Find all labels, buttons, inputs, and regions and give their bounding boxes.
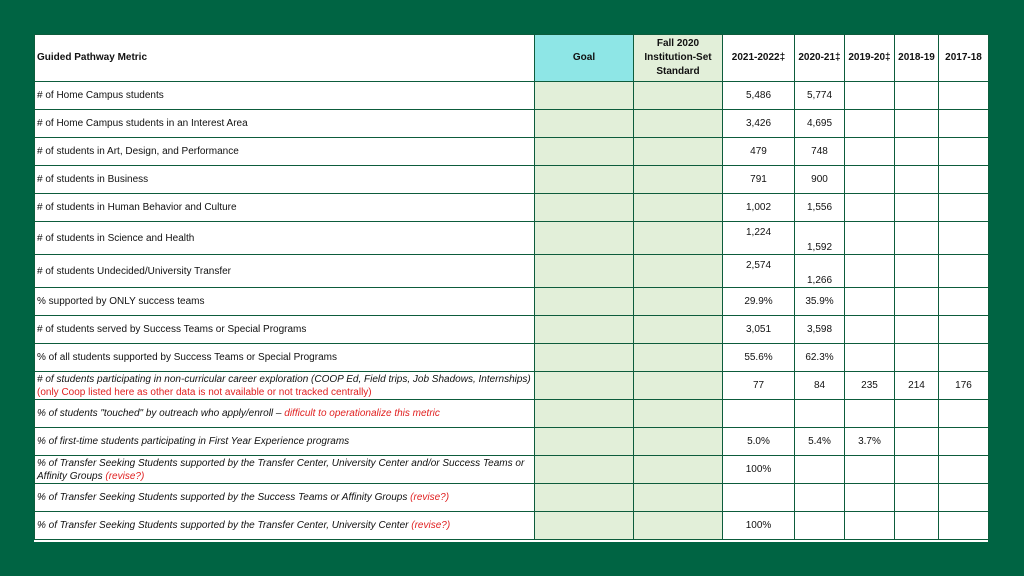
- table-row: [35, 456, 989, 484]
- value-2017-18: [939, 484, 989, 512]
- value-2019-20: [845, 316, 895, 344]
- iss-cell: [634, 400, 723, 428]
- header-goal: Goal: [535, 35, 634, 82]
- metric-cell: [35, 456, 535, 484]
- value-2020-21: 3,598: [795, 316, 845, 344]
- metric-cell: [35, 512, 535, 540]
- metric-cell: [35, 400, 535, 428]
- metric-cell: # of Home Campus students in an Interest Area: [35, 110, 535, 138]
- value-2019-20: [845, 138, 895, 166]
- metric-text: % of first-time students participating in First Year Experience programs: [37, 436, 350, 447]
- value-2021-2022: 1,002: [723, 194, 795, 222]
- goal-cell: [535, 222, 634, 255]
- value-2021-2022: 2,574: [723, 255, 795, 288]
- metric-text: # of students participating in non-curricular career exploration (COOP Ed, Field trips, Job Shadows, Internships): [37, 373, 531, 385]
- metric-text: % of Transfer Seeking Students supported by the Transfer Center, University Center: [37, 520, 409, 531]
- value-2021-2022: 77: [723, 372, 795, 400]
- table-row: [35, 110, 989, 138]
- value-2018-19: [895, 166, 939, 194]
- goal-cell: [535, 344, 634, 372]
- iss-cell: [634, 255, 723, 288]
- value-2019-20: [845, 344, 895, 372]
- value-2018-19: [895, 288, 939, 316]
- value-2019-20: [845, 512, 895, 540]
- value-2021-2022: 5,486: [723, 82, 795, 110]
- metric-note: (revise?): [411, 520, 451, 531]
- table-row: [35, 344, 989, 372]
- value-2021-2022: [723, 484, 795, 512]
- goal-cell: [535, 456, 634, 484]
- value-2017-18: [939, 110, 989, 138]
- value-2018-19: [895, 344, 939, 372]
- value-2018-19: [895, 222, 939, 255]
- value-2021-2022: 100%: [723, 512, 795, 540]
- metric-text: % of Transfer Seeking Students supported by the Transfer Center, University Center and/or Success Teams or Affinity Groups: [37, 457, 525, 482]
- value-2020-21: 35.9%: [795, 288, 845, 316]
- goal-cell: [535, 194, 634, 222]
- goal-cell: [535, 288, 634, 316]
- value-2019-20: [845, 400, 895, 428]
- value-2018-19: 214: [895, 372, 939, 400]
- value-2021-2022: 3,426: [723, 110, 795, 138]
- metric-cell: # of Home Campus students: [35, 82, 535, 110]
- table-row: [35, 316, 989, 344]
- table-row: [35, 400, 989, 428]
- value-2021-2022: 55.6%: [723, 344, 795, 372]
- value-2020-21: [795, 456, 845, 484]
- value-2017-18: [939, 316, 989, 344]
- value-2017-18: [939, 512, 989, 540]
- value-2017-18: [939, 222, 989, 255]
- metric-cell: # of students served by Success Teams or Special Programs: [35, 316, 535, 344]
- value-2020-21: [795, 512, 845, 540]
- value-2021-2022: 479: [723, 138, 795, 166]
- header-row: [35, 35, 989, 82]
- value-2020-21: 5.4%: [795, 428, 845, 456]
- goal-cell: [535, 484, 634, 512]
- iss-cell: [634, 288, 723, 316]
- value-2020-21: 748: [795, 138, 845, 166]
- value-2021-2022: 791: [723, 166, 795, 194]
- value-2020-21: 1,556: [795, 194, 845, 222]
- iss-cell: [634, 372, 723, 400]
- table-row: [35, 222, 989, 255]
- metric-note: (revise?): [410, 492, 450, 503]
- value-2017-18: [939, 138, 989, 166]
- value-2017-18: [939, 400, 989, 428]
- iss-cell: [634, 316, 723, 344]
- value-2019-20: [845, 484, 895, 512]
- value-2017-18: 176: [939, 372, 989, 400]
- table-row: [35, 82, 989, 110]
- value-2019-20: [845, 222, 895, 255]
- metric-cell: [35, 484, 535, 512]
- iss-cell: [634, 166, 723, 194]
- goal-cell: [535, 400, 634, 428]
- table-row: [35, 372, 989, 400]
- value-2017-18: [939, 288, 989, 316]
- value-2020-21: 5,774: [795, 82, 845, 110]
- value-2017-18: [939, 428, 989, 456]
- header-iss-line3: Standard: [656, 66, 700, 77]
- header-2020-21: 2020-21‡: [795, 35, 845, 82]
- value-2017-18: [939, 344, 989, 372]
- goal-cell: [535, 255, 634, 288]
- value-2019-20: [845, 255, 895, 288]
- value-2020-21: 1,592: [795, 222, 845, 255]
- metric-cell: % of all students supported by Success Teams or Special Programs: [35, 344, 535, 372]
- header-2019-20: 2019-20‡: [845, 35, 895, 82]
- value-2018-19: [895, 400, 939, 428]
- goal-cell: [535, 166, 634, 194]
- goal-cell: [535, 110, 634, 138]
- metric-cell: [35, 428, 535, 456]
- header-2018-19: 2018-19: [895, 35, 939, 82]
- value-2018-19: [895, 110, 939, 138]
- value-2018-19: [895, 82, 939, 110]
- value-2021-2022: 29.9%: [723, 288, 795, 316]
- value-2021-2022: 3,051: [723, 316, 795, 344]
- header-2017-18: 2017-18: [939, 35, 989, 82]
- goal-cell: [535, 82, 634, 110]
- metric-cell: [35, 372, 535, 400]
- table-row: [35, 138, 989, 166]
- value-2019-20: 3.7%: [845, 428, 895, 456]
- iss-cell: [634, 138, 723, 166]
- iss-cell: [634, 456, 723, 484]
- header-metric: Guided Pathway Metric: [35, 35, 535, 82]
- iss-cell: [634, 512, 723, 540]
- value-2018-19: [895, 138, 939, 166]
- value-2020-21: 900: [795, 166, 845, 194]
- table-row: [35, 288, 989, 316]
- value-2017-18: [939, 456, 989, 484]
- metric-note: (only Coop listed here as other data is not available or not tracked centrally): [37, 386, 372, 398]
- metric-cell: # of students Undecided/University Transfer: [35, 255, 535, 288]
- value-2018-19: [895, 456, 939, 484]
- value-2020-21: 1,266: [795, 255, 845, 288]
- value-2021-2022: 5.0%: [723, 428, 795, 456]
- goal-cell: [535, 428, 634, 456]
- value-2017-18: [939, 194, 989, 222]
- goal-cell: [535, 512, 634, 540]
- iss-cell: [634, 428, 723, 456]
- metric-text: % of Transfer Seeking Students supported by the Success Teams or Affinity Groups: [37, 492, 408, 503]
- table-row: [35, 428, 989, 456]
- metric-note: difficult to operationalize this metric: [284, 408, 440, 419]
- value-2018-19: [895, 316, 939, 344]
- value-2017-18: [939, 255, 989, 288]
- value-2018-19: [895, 194, 939, 222]
- iss-cell: [634, 110, 723, 138]
- metric-cell: # of students in Art, Design, and Performance: [35, 138, 535, 166]
- value-2018-19: [895, 512, 939, 540]
- iss-cell: [634, 82, 723, 110]
- value-2018-19: [895, 484, 939, 512]
- iss-cell: [634, 484, 723, 512]
- goal-cell: [535, 372, 634, 400]
- table-row: [35, 512, 989, 540]
- iss-cell: [634, 344, 723, 372]
- value-2021-2022: 100%: [723, 456, 795, 484]
- metric-cell: # of students in Human Behavior and Culture: [35, 194, 535, 222]
- value-2019-20: [845, 82, 895, 110]
- value-2018-19: [895, 428, 939, 456]
- metric-cell: # of students in Business: [35, 166, 535, 194]
- value-2019-20: [845, 288, 895, 316]
- metric-text: % of students "touched" by outreach who apply/enroll –: [37, 408, 282, 419]
- header-institution-set-standard: [634, 35, 723, 82]
- value-2019-20: [845, 456, 895, 484]
- table-row: [35, 166, 989, 194]
- table-row: [35, 484, 989, 512]
- iss-cell: [634, 194, 723, 222]
- guided-pathway-metrics-table: [34, 34, 989, 540]
- header-iss-line1: Fall 2020: [656, 38, 700, 49]
- value-2018-19: [895, 255, 939, 288]
- metric-cell: % supported by ONLY success teams: [35, 288, 535, 316]
- value-2021-2022: 1,224: [723, 222, 795, 255]
- value-2017-18: [939, 82, 989, 110]
- value-2020-21: [795, 400, 845, 428]
- value-2020-21: 62.3%: [795, 344, 845, 372]
- header-2021-2022: 2021-2022‡: [723, 35, 795, 82]
- table-row: [35, 255, 989, 288]
- value-2017-18: [939, 166, 989, 194]
- metric-note: (revise?): [105, 470, 145, 482]
- goal-cell: [535, 138, 634, 166]
- value-2019-20: [845, 194, 895, 222]
- value-2021-2022: [723, 400, 795, 428]
- value-2019-20: [845, 166, 895, 194]
- table-row: [35, 194, 989, 222]
- iss-cell: [634, 222, 723, 255]
- value-2020-21: 4,695: [795, 110, 845, 138]
- metrics-table-container: [34, 34, 988, 542]
- goal-cell: [535, 316, 634, 344]
- value-2020-21: 84: [795, 372, 845, 400]
- value-2019-20: 235: [845, 372, 895, 400]
- value-2020-21: [795, 484, 845, 512]
- header-iss-line2: Institution-Set: [644, 52, 712, 63]
- metric-cell: # of students in Science and Health: [35, 222, 535, 255]
- value-2019-20: [845, 110, 895, 138]
